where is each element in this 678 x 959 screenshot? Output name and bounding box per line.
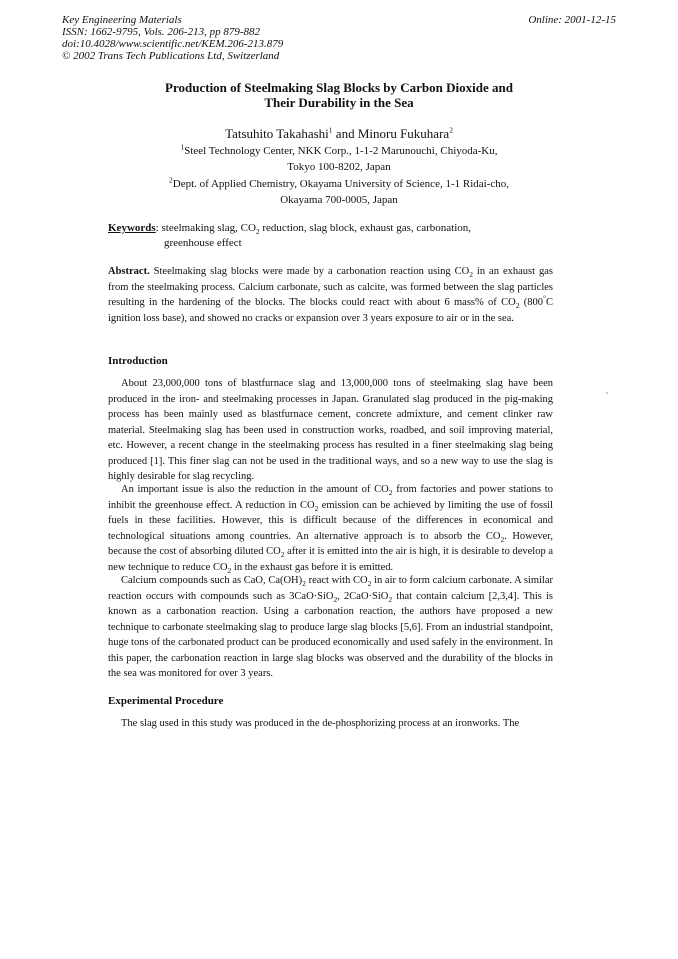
keywords-label: Keywords — [108, 222, 156, 234]
p2-text-b: from factories and power stations to inhibit the greenhouse effect. A reduction in CO — [108, 484, 553, 511]
p3-text-c: in air to form calcium carbonate. A similar reaction occurs with compounds such as 3CaO·SiO — [108, 575, 553, 602]
p2-text-a: An important issue is also the reduction in the amount of CO — [121, 484, 389, 495]
title-line-2: Their Durability in the Sea — [264, 95, 414, 110]
journal-doi[interactable]: doi:10.4028/www.scientific.net/KEM.206-213.879 — [62, 38, 284, 50]
keywords-text-3: greenhouse effect — [164, 237, 242, 249]
affiliation-2-line-1: Dept. of Applied Chemistry, Okayama University of Science, 1-1 Ridai-cho, — [172, 178, 509, 190]
p2-sub-d: 2 — [280, 550, 285, 560]
intro-paragraph-3 — [108, 573, 553, 682]
p2-sub-e: 2 — [227, 565, 232, 575]
introduction-heading: Introduction — [108, 355, 168, 367]
journal-info — [62, 14, 283, 62]
p3-text-a: Calcium compounds such as CaO, Ca(OH) — [121, 575, 303, 586]
p3-sub-c: 2 — [333, 594, 338, 604]
affiliation-1-line-1: Steel Technology Center, NKK Corp., 1-1-2 Marunouchi, Chiyoda-Ku, — [184, 145, 498, 157]
keywords-colon: : — [155, 222, 162, 234]
abstract — [108, 264, 553, 326]
author-2: Minoru Fukuhara — [357, 126, 450, 141]
author-and: and — [332, 126, 358, 141]
keywords-sub: 2 — [255, 227, 260, 237]
author-2-sup: 2 — [449, 125, 453, 135]
p3-sub-a: 2 — [302, 579, 306, 589]
abstract-sub-1: 2 — [469, 270, 473, 280]
abstract-degree: ° — [542, 293, 546, 303]
journal-copyright: © 2002 Trans Tech Publications Ltd, Switzerland — [62, 50, 280, 62]
abstract-label: Abstract. — [108, 266, 150, 277]
p2-sub-c: 2 — [500, 534, 505, 544]
affiliation-2 — [0, 176, 678, 208]
affiliation-1-sup: 1 — [180, 142, 185, 152]
keywords-text-2: reduction, slag block, exhaust gas, carbonation, — [259, 222, 472, 234]
affiliation-2-sup: 2 — [169, 175, 173, 185]
abstract-sub-2: 2 — [515, 301, 520, 311]
journal-name: Key Engineering Materials — [62, 14, 182, 26]
p2-text-f: in the exhaust gas before it is emitted. — [231, 561, 394, 573]
author-1-sup: 1 — [328, 125, 333, 135]
experimental-heading: Experimental Procedure — [108, 695, 224, 707]
abstract-text-1: Steelmaking slag blocks were made by a carbonation reaction using CO — [149, 266, 470, 277]
keywords — [108, 221, 568, 251]
authors — [0, 126, 678, 142]
p2-text-c: emission can be achieved by limiting the use of fossil fuels in these facilities. However, this is difficult because of the differences in economical and technological situations among countries. An alternative approach is to absorb the CO — [108, 499, 554, 542]
experimental-paragraph-1: The slag used in this study was produced in the de-phosphorizing process at an ironworks. The — [121, 718, 520, 729]
online-date: Online: 2001-12-15 — [528, 14, 616, 26]
p2-sub-b: 2 — [314, 503, 319, 513]
affiliation-1 — [0, 143, 678, 175]
intro-paragraph-2 — [108, 482, 553, 575]
abstract-text-3: (800 — [519, 297, 543, 308]
author-1: Tatsuhito Takahashi — [225, 126, 329, 141]
title-line-1: Production of Steelmaking Slag Blocks by Carbon Dioxide and — [165, 80, 513, 95]
abstract-text-2: in an exhaust gas from the steelmaking process. Calcium carbonate, such as calcite, was formed between the slag particles resulting in the hardening of the blocks. The blocks could react with about 6 mass% of CO — [108, 266, 553, 308]
affiliation-2-line-2: Okayama 700-0005, Japan — [280, 194, 398, 206]
p3-text-e: that contain calcium [2,3,4]. This is known as a carbonation reaction. Using a carbonation reaction, the authors have proposed a new technique to carbonate steelmaking slag to produce large slag blocks [5,6]. From an industrial standpoint, huge tons of the carbonated product can be produced economically and used safely in the environment. In this paper, the carbonation reaction in large slag blocks was observed and the durability of the blocks in the sea was monitored for over 3 years. — [108, 590, 553, 679]
speck-mark — [606, 392, 608, 394]
intro-paragraph-1: About 23,000,000 tons of blastfurnace slag and 13,000,000 tons of steelmaking slag have been produced in the iron- and steelmaking processes in Japan. Granulated slag produced in the pig-making process has been mainly used as blastfurnace cement, concrete admixture, and cement clinker raw material. Steelmaking slag has been used in construction works, roadbed, and soil improving material, etc. However, a recent change in the steelmaking process has resulted in a finer steelmaking slag being produced [1]. This finer slag can not be used in the traditional ways, and so a new way to use the slag is highly desirable for slag recycling. — [108, 378, 553, 482]
p2-text-d: . However, because the cost of absorbing diluted CO — [108, 530, 553, 557]
keywords-text-1: steelmaking slag, CO — [161, 222, 256, 234]
p2-sub-a: 2 — [388, 488, 393, 498]
p3-text-d: , 2CaO·SiO — [337, 590, 389, 602]
p3-sub-d: 2 — [388, 594, 393, 604]
p2-text-e: after it is emitted into the air is high, it is desirable to develop a new technique to reduce CO — [108, 546, 553, 573]
affiliation-1-line-2: Tokyo 100-8202, Japan — [287, 161, 391, 173]
abstract-text-4: C ignition loss base), and showed no cracks or expansion over 3 years exposure to air or in the sea. — [108, 297, 553, 324]
paper-title — [0, 80, 678, 110]
p3-text-b: react with CO — [305, 575, 368, 586]
journal-issn: ISSN: 1662-9795, Vols. 206-213, pp 879-882 — [62, 26, 260, 38]
p3-sub-b: 2 — [367, 579, 372, 589]
